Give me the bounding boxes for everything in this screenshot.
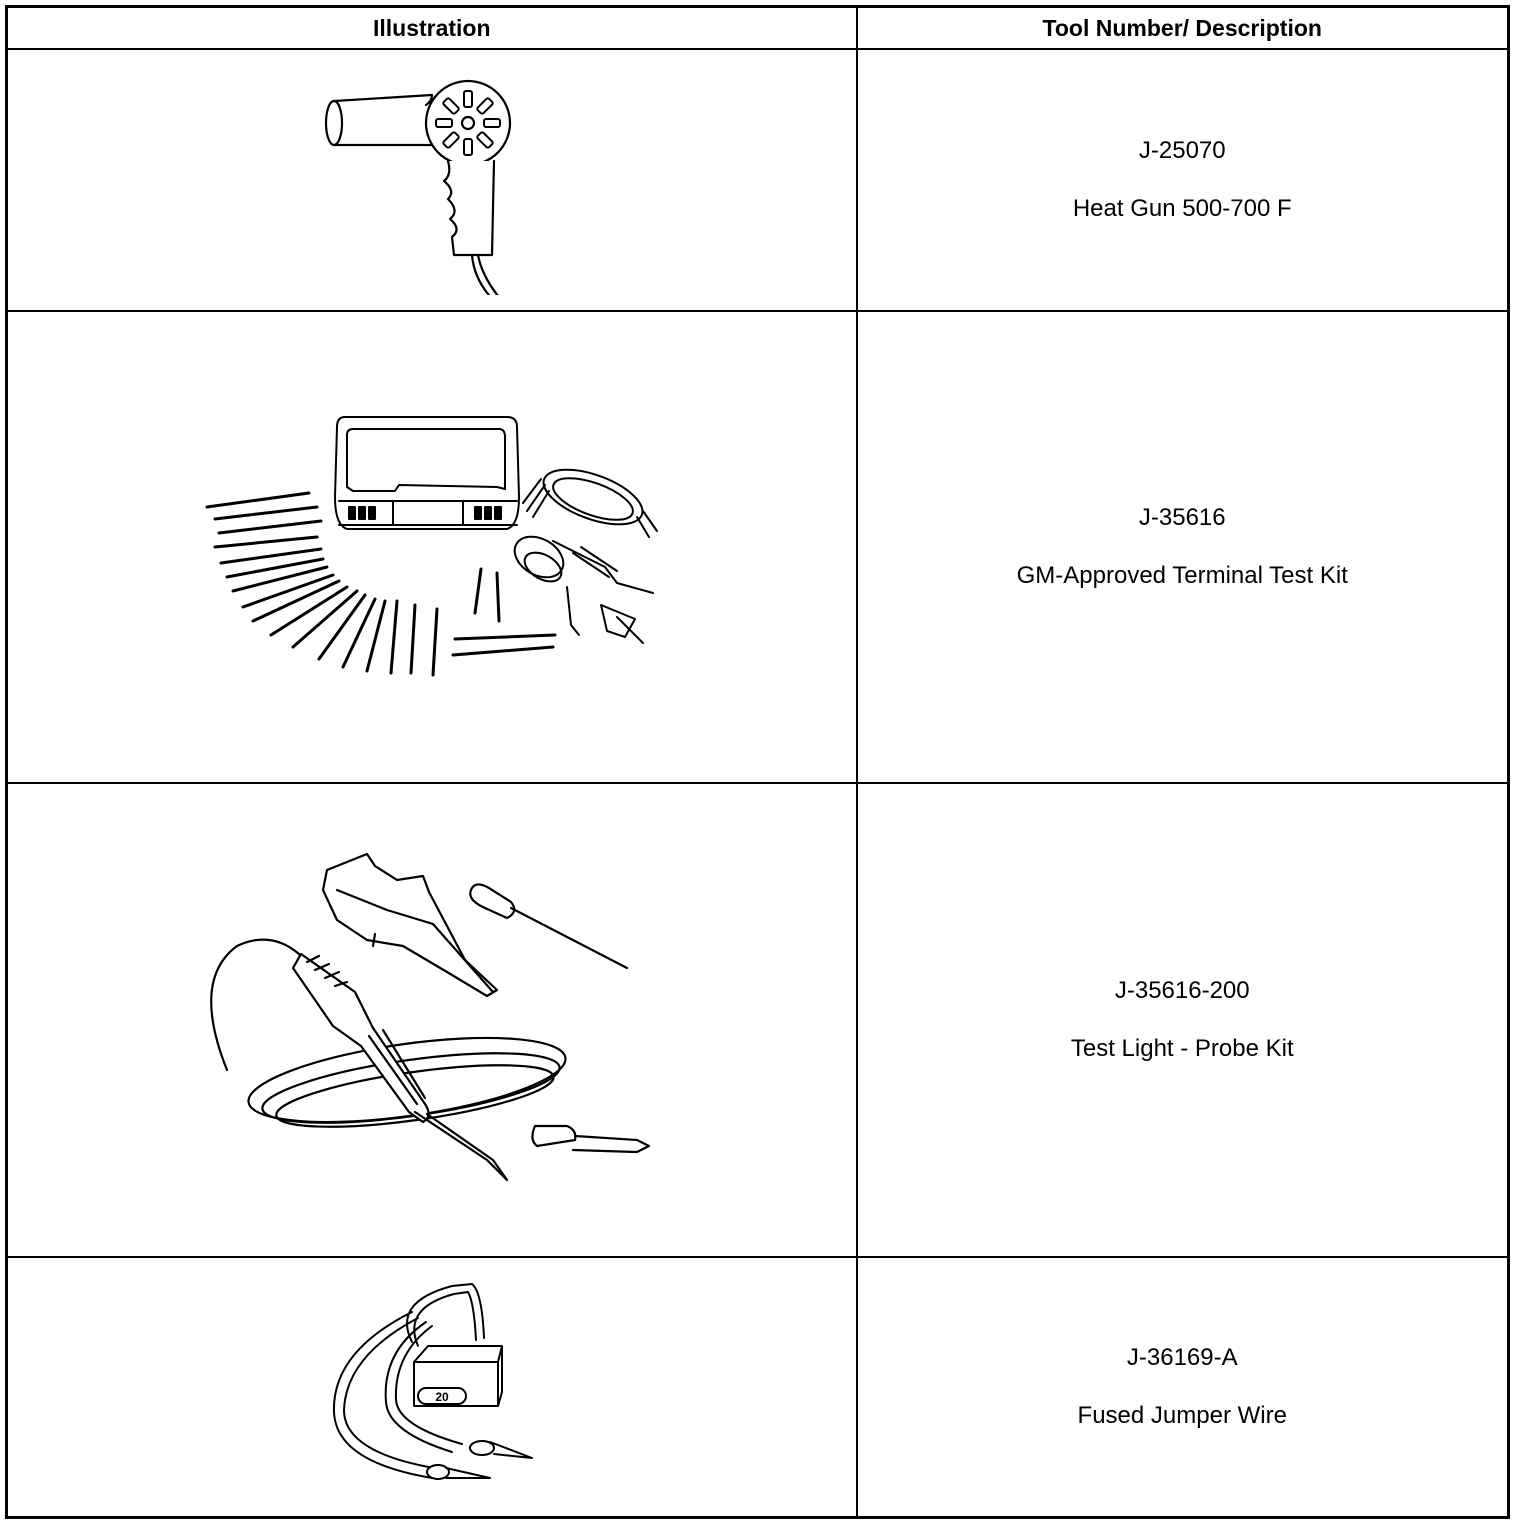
tool-description-header: Tool Number/ Description — [857, 7, 1509, 50]
illustration-cell — [7, 49, 857, 311]
tool-description: GM-Approved Terminal Test Kit — [1016, 562, 1348, 589]
table-row — [7, 783, 1509, 1257]
tool-number: J-36169-A — [1126, 1344, 1238, 1371]
tool-number: J-35616 — [1138, 504, 1226, 531]
tool-number: J-25070 — [1138, 137, 1226, 164]
terminal-test-kit-icon — [197, 407, 667, 687]
table-row — [7, 1257, 1509, 1518]
description-cell — [857, 311, 1509, 783]
illustration-header: Illustration — [7, 7, 857, 50]
table-header-row — [7, 7, 1509, 50]
illustration-cell — [7, 783, 857, 1257]
illustration-cell — [7, 311, 857, 783]
table-row — [7, 311, 1509, 783]
fused-jumper-wire-icon — [322, 1282, 542, 1492]
tool-description: Heat Gun 500-700 F — [1072, 195, 1292, 222]
description-cell — [857, 1257, 1509, 1518]
tool-number: J-35616-200 — [1114, 977, 1250, 1004]
tool-description: Test Light - Probe Kit — [1070, 1035, 1294, 1062]
description-cell — [857, 783, 1509, 1257]
test-light-probe-icon — [197, 850, 667, 1190]
illustration-cell — [7, 1257, 857, 1518]
heat-gun-icon — [322, 65, 542, 295]
table-row — [7, 49, 1509, 311]
tool-description: Fused Jumper Wire — [1077, 1402, 1287, 1429]
fuse-rating-label: 20 — [435, 1390, 449, 1404]
special-tools-table — [5, 5, 1510, 1519]
description-cell — [857, 49, 1509, 311]
